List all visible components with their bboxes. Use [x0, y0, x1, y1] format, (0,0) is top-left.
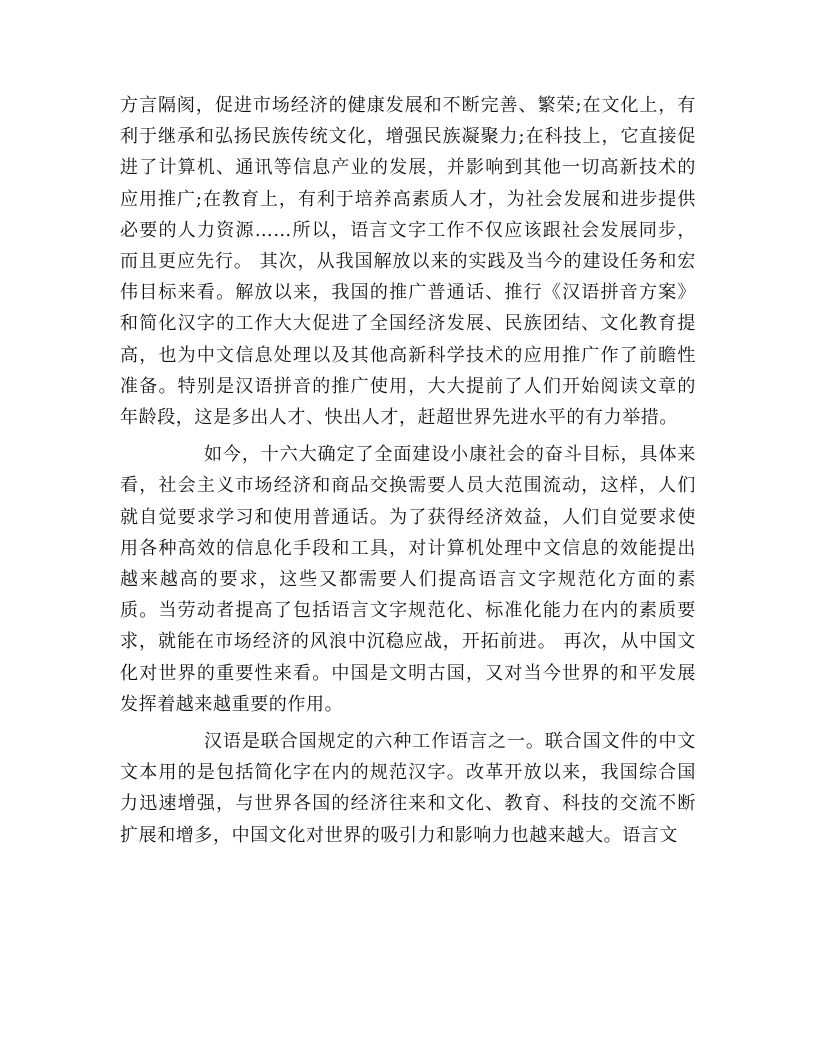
paragraph-2: 如今，十六大确定了全面建设小康社会的奋斗目标，具体来看，社会主义市场经济和商品交换需要人员大范围流动，这样，人们就自觉要求学习和使用普通话。为了获得经济效益，人们自觉要求使用各种高效的信息化手段和工具，对计算机处理中文信息的效能提出越来越高的要求，这些又都需要人们提高语言文字规范化方面的素质。当劳动者提高了包括语言文字规范化、标准化能力在内的素质要求，就能在市场经济的风浪中沉稳应战，开拓前进。 再次，从中国文化对世界的重要性来看。中国是文明古国，又对当今世界的和平发展发挥着越来越重要的作用。	[120, 444, 696, 715]
paragraph-1: 方言隔阂，促进市场经济的健康发展和不断完善、繁荣;在文化上，有利于继承和弘扬民族传统文化，增强民族凝聚力;在科技上，它直接促进了计算机、通讯等信息产业的发展，并影响到其他一切高新技术的应用推广;在教育上，有利于培养高素质人才，为社会发展和进步提供必要的人力资源……所以，语言文字工作不仅应该跟社会发展同步，而且更应先行。 其次，从我国解放以来的实践及当今的建设任务和宏伟目标来看。解放以来，我国的推广普通话、推行《汉语拼音方案》和简化汉字的工作大大促进了全国经济发展、民族团结、文化教育提高，也为中文信息处理以及其他高新科学技术的应用推广作了前瞻性准备。特别是汉语拼音的推广使用，大大提前了人们开始阅读文章的年龄段，这是多出人才、快出人才，赶超世界先进水平的有力举措。	[120, 95, 696, 429]
document-body	[120, 90, 696, 851]
paragraph-3: 汉语是联合国规定的六种工作语言之一。联合国文件的中文文本用的是包括简化字在内的规范汉字。改革开放以来，我国综合国力迅速增强，与世界各国的经济往来和文化、教育、科技的交流不断扩展和增多，中国文化对世界的吸引力和影响力也越来越大。语言文	[120, 731, 696, 846]
